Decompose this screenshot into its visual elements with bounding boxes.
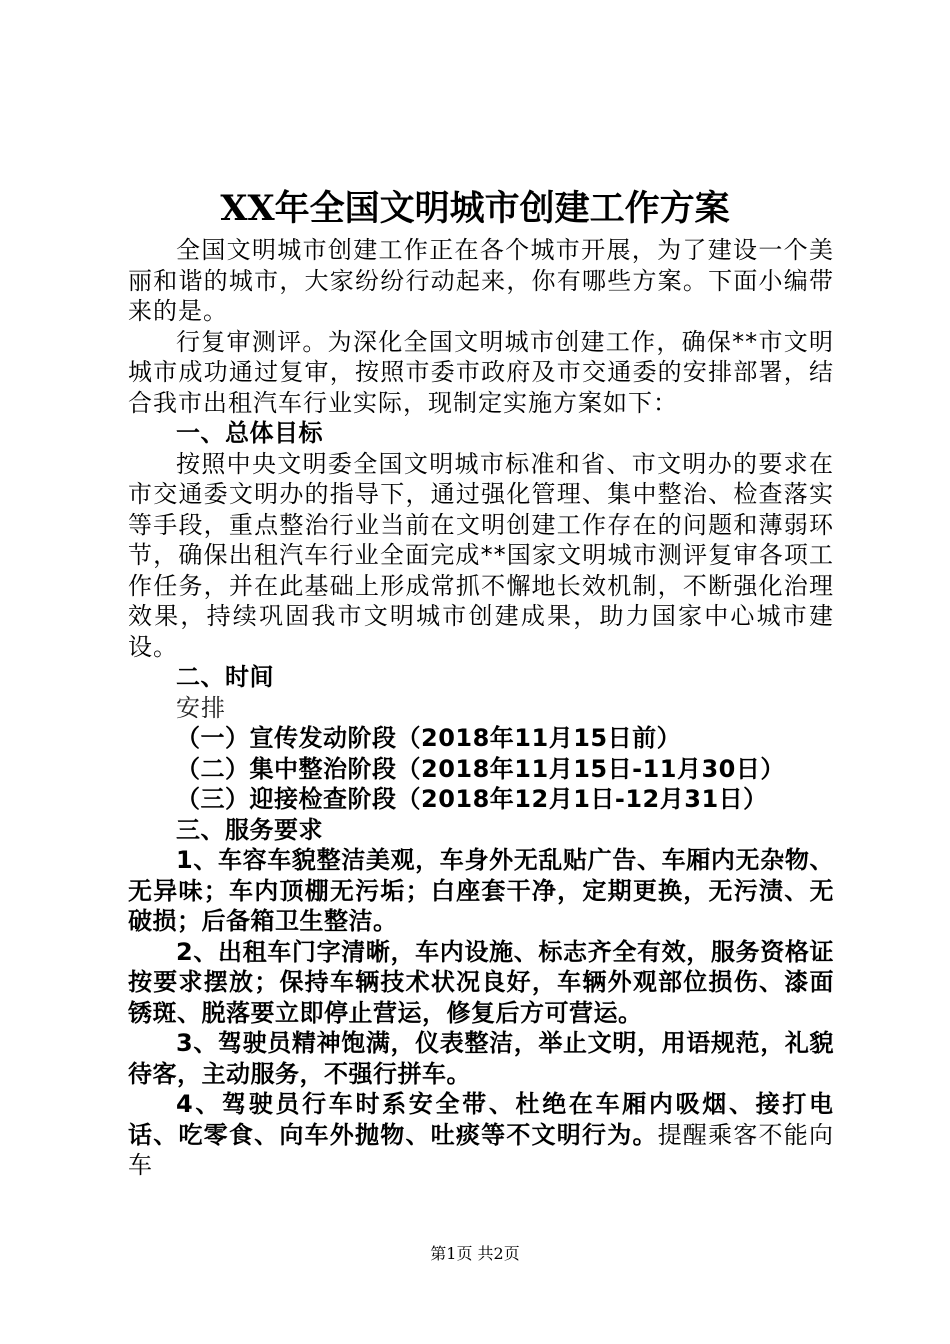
document-title: XX年全国文明城市创建工作方案 [220,188,730,229]
phase-item-2: （二）集中整治阶段（2018年11月15日-11月30日） [176,754,785,783]
service-item-4 [128,1089,834,1181]
time-subheading: 安排 [176,693,226,722]
service-item-4-bold: 4、驾驶员行车时系安全带、杜绝在车厢内吸烟、接打电话、吃零食、向车外抛物、吐痰等不文明行为。 [128,1090,834,1149]
service-item-2: 2、出租车门字清晰，车内设施、标志齐全有效，服务资格证按要求摆放；保持车辆技术状况良好，车辆外观部位损伤、漆面锈斑、脱落要立即停止营运，修复后方可营运。 [128,937,834,1027]
goal-paragraph: 按照中央文明委全国文明城市标准和省、市文明办的要求在市交通委文明办的指导下，通过强化管理、集中整治、检查落实等手段，重点整治行业当前在文明创建工作存在的问题和薄弱环节，确保出租汽车行业全面完成**国家文明城市测评复审各项工作任务，并在此基础上形成常抓不懈地长效机制，不断强化治理效果，持续巩固我市文明城市创建成果，助力国家中心城市建设。 [128,449,834,661]
phase-item-3: （三）迎接检查阶段（2018年12月1日-12月31日） [176,785,768,813]
page-footer: 第1页 共2页 [430,1244,520,1263]
service-item-1: 1、车容车貌整洁美观，车身外无乱贴广告、车厢内无杂物、无异味；车内顶棚无污垢；白座套干净，定期更换，无污渍、无破损；后备箱卫生整洁。 [128,846,834,935]
section-heading-service: 三、服务要求 [176,815,323,844]
service-item-4-tail: 提醒乘客不能向车 [128,1120,835,1179]
document-body [128,235,834,1181]
preface-paragraph: 行复审测评。为深化全国文明城市创建工作，确保**市文明城市成功通过复审，按照市委市政府及市交通委的安排部署，结合我市出租汽车行业实际，现制定实施方案如下： [128,327,834,417]
section-heading-time: 二、时间 [176,663,274,691]
phase-item-1: （一）宣传发动阶段（2018年11月15日前） [176,724,682,752]
section-heading-goal: 一、总体目标 [176,419,323,447]
service-item-3: 3、驾驶员精神饱满，仪表整洁，举止文明，用语规范，礼貌待客，主动服务，不强行拼车。 [128,1029,834,1088]
intro-paragraph: 全国文明城市创建工作正在各个城市开展，为了建设一个美丽和谐的城市，大家纷纷行动起来，你有哪些方案。下面小编带来的是。 [128,236,834,325]
